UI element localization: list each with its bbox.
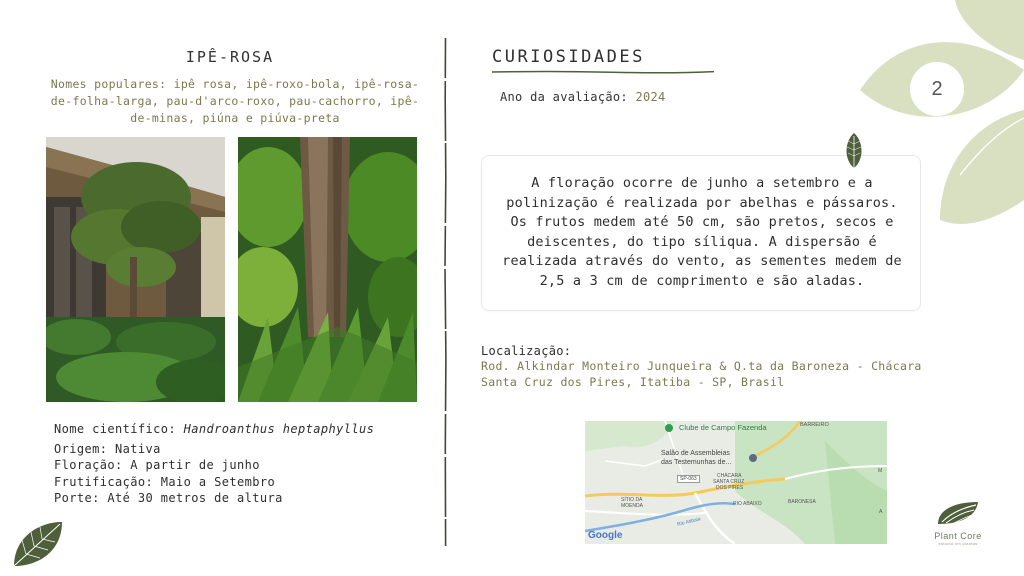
plant-core-logo-mark bbox=[932, 500, 984, 526]
map-label-chacara-3: DOS PIRES bbox=[716, 485, 744, 491]
map-label-chacara-2: SANTA CRUZ bbox=[713, 479, 745, 485]
title-underline bbox=[492, 70, 714, 74]
scientific-name-label: Nome científico: bbox=[54, 422, 176, 436]
location-map[interactable] bbox=[585, 421, 887, 544]
map-label-barreiro: BARREIRO bbox=[800, 422, 829, 428]
scientific-name bbox=[54, 421, 374, 438]
plant-core-logo bbox=[926, 500, 990, 550]
evaluation-year bbox=[500, 90, 666, 104]
map-label-salao-1: Salão de Assembleias bbox=[661, 450, 730, 457]
map-label-rio-abaixo: RIO ABAIXO bbox=[733, 501, 762, 507]
location-label: Localização: bbox=[481, 344, 572, 358]
tree-size: Porte: Até 30 metros de altura bbox=[54, 491, 283, 505]
column-divider bbox=[444, 38, 447, 546]
brand-name: Plant Core bbox=[934, 531, 982, 541]
flowering: Floração: A partir de junho bbox=[54, 458, 260, 472]
origin: Origem: Nativa bbox=[54, 441, 161, 456]
curiosities-card bbox=[481, 155, 921, 311]
map-label-baronesa: BARONESA bbox=[788, 499, 816, 505]
popular-names bbox=[40, 76, 430, 127]
scientific-name-value: Handroanthus heptaphyllus bbox=[183, 422, 375, 436]
map-label-sitio-1: SÍTIO DA bbox=[621, 497, 643, 503]
map-label-edge-m: M bbox=[878, 468, 883, 474]
leaf-icon bbox=[10, 518, 66, 570]
map-label-chacara-1: CHÁCARA bbox=[717, 473, 742, 479]
popular-names-label: Nomes populares: bbox=[50, 77, 167, 91]
map-label-sitio-2: MOENDA bbox=[621, 503, 643, 509]
map-label-edge-a: A bbox=[879, 509, 883, 515]
fruiting: Frutificação: Maio a Setembro bbox=[54, 474, 276, 489]
evaluation-year-label: Ano da avaliação: bbox=[500, 90, 628, 104]
map-label-club: Clube de Campo Fazenda bbox=[679, 423, 767, 432]
brand-tagline: estúdio em plantas bbox=[938, 541, 978, 546]
tree-photo bbox=[46, 137, 225, 402]
species-title: IPÊ-ROSA bbox=[185, 48, 275, 66]
page-number: 2 bbox=[910, 62, 964, 116]
evaluation-year-value: 2024 bbox=[635, 90, 666, 104]
location-address: Rod. Alkindar Monteiro Junqueira & Q.ta da Baroneza - Chácara Santa Cruz dos Pires, Itatiba - SP, Brasil bbox=[481, 359, 922, 389]
map-road-shield: SP-063 bbox=[677, 475, 700, 483]
species-details bbox=[54, 421, 374, 507]
google-logo: Google bbox=[588, 530, 623, 541]
trunk-photo bbox=[238, 137, 417, 402]
popular-names-value: ipê rosa, ipê-roxo-bola, ipê-rosa-de-folha-larga, pau-d'arco-roxo, pau-cachorro, ipê-de-minas, piúna e piúva-preta bbox=[50, 77, 420, 125]
map-label-salao-2: das Testemunhas de... bbox=[661, 459, 732, 466]
curiosities-title: CURIOSIDADES bbox=[492, 47, 645, 67]
map-label-rio-atibaia: Rio Atibaia bbox=[676, 516, 702, 528]
curiosities-text: A floração ocorre de junho a setembro e a polinização é realizada por abelhas e pássaros. Os frutos medem até 50 cm, são pretos, secos e deiscentes, do tipo síliqua. A dispersão é realizada através do vento, as sementes medem de 2,5 a 3 cm de comprimento e são aladas. bbox=[502, 175, 902, 289]
